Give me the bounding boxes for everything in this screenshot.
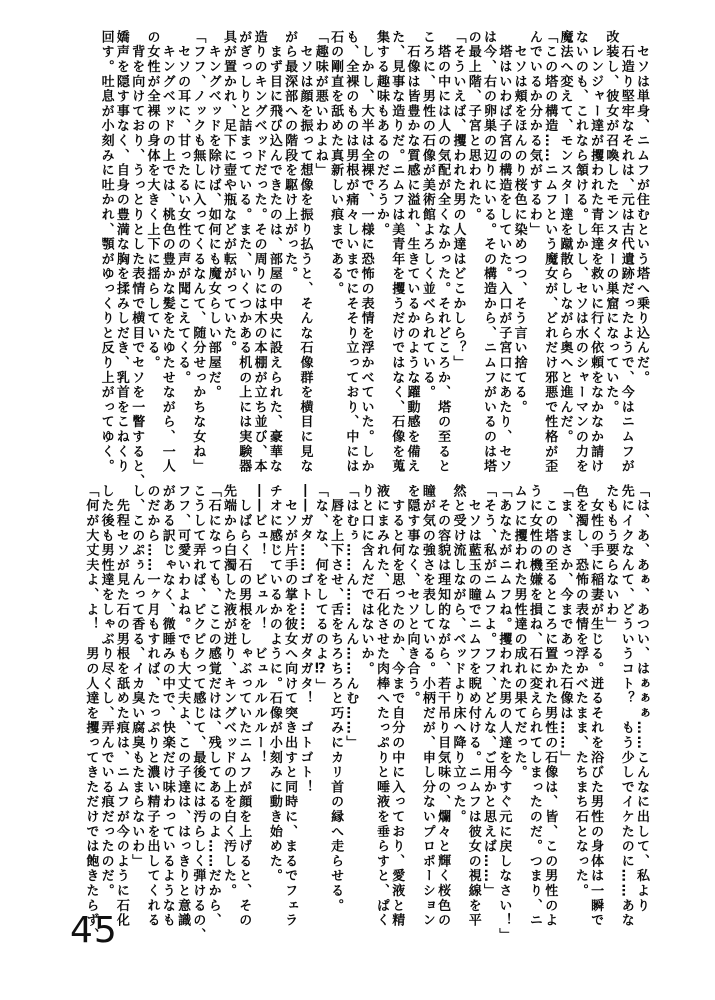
text-line: 「この塔の構造……ニムフという魔女が、どれだけ邪悪で性格が歪 [542, 30, 558, 474]
text-line: この塔の至るところに置かれた男性の石像は、皆、この男性のよ [542, 484, 558, 928]
text-line: を隠す事なく、セソと向き合う。 [404, 484, 420, 706]
text-line: すると何を思ったのか、今まで自分の中に入っており、愛液と精 [389, 484, 405, 928]
text-line: 液にまみれた、石化させた肉棒へたっぷりと唾液を垂らすと、ぱく [373, 484, 389, 928]
text-line: 「あなたがニムフね。攫われた男の人達を今すぐ元に戻しなさい！」 [496, 484, 512, 943]
text-line: セソが片手の掌を彼女へ向けて突き出すと同時に、まるでフェラ [282, 484, 298, 928]
text-line: は今、右の卵巣の辺りにいる。その構造から、ニムフがいるのは塔 [481, 30, 497, 474]
text-line: し、このぷぅんって香る、イカ臭い腐臭もたまらないわ」 [129, 484, 145, 869]
text-line: がぎっしりと詰まっている。また、いくつかある机の上には実験器 [236, 30, 252, 474]
text-line: んでいるか分かる気がするわ」 [526, 30, 542, 238]
text-line: ムフに攫われた男性達の成れの果てだった。 [511, 484, 527, 780]
text-line: まず目に飛び込んできたのは、部屋の中央に設えられた、豪華な [266, 30, 282, 474]
text-line: ――ビュ！ ビュル！ ビュルルルルー！ [251, 484, 267, 766]
page-number: 45 [70, 910, 118, 951]
text-line: 「な、な、何をしてるのよ⁉」 [312, 484, 328, 694]
text-line: 回す。吐息が小刻みに吐かれ、顎がゆっくりと反り上がってゆく。 [98, 30, 114, 474]
text-line: のだから……一ヶ月もすれば、たっぷりと濃い精子を出してくれる [144, 484, 160, 928]
text-line: ないのも、これなら頷ける。しかし、セソは水のシャーマンの力を [572, 30, 588, 474]
text-line: 嬌声を隠す事なく、自身の豊満な胸を揉みしだき、乳首をこねくり [113, 30, 129, 474]
text-line: がある訳じゃなく、微睡みの中で、快楽だけ味わっているようなも [159, 484, 175, 928]
text-line: 具が置かれ、足下に壺や瓶などが転がっていた。 [220, 30, 236, 356]
text-line: その容貌は理知的ながら、若干吊り目気味の、爛々と輝く桜色の [435, 484, 451, 928]
text-line: 唇を上下させ、舌をちろちろと巧みにカリ首の縁へ走らせる。 [328, 484, 344, 914]
text-line: ――ガタ……ゴト……ガタガタ！ ゴトゴト！ [297, 484, 313, 795]
text-line: セソは単身、ニムフが住むという塔へ乗り込んだ。 [634, 30, 649, 386]
text-line: の女性が全裸の身体を大きく上下に揺らしている。 [144, 30, 160, 371]
text-line: 塔の中には人の気配が全くなかった。それどころか、塔の至ると [435, 30, 451, 474]
text-line: セソは藍玉の瞳でニムフを睨め付ける。ニムフは彼女の視線を平 [465, 484, 481, 928]
text-line: も、全裸のものは男根が痛々しいまでにそそり立っており、中には [343, 30, 359, 474]
text-line: 「は、あ、あぁ、あつい、はぁぁぁ……こんなに出して、私より [634, 484, 649, 914]
text-line: 女性の手に稲妻が生じる。迸るそれを浴びた男性の身体は一瞬で [588, 484, 604, 928]
text-line: りと口に含んだではないか。 [358, 484, 374, 677]
text-line: キングベッドを除けば、如何にも魔女らしい部屋だ。 [205, 30, 221, 400]
text-line: 集する趣味もあるのだろうか。 [373, 30, 389, 238]
text-line: 改装し、彼女が召喚したモンスターの巣窟になっていた。 [603, 30, 619, 415]
text-line: ころに、男性の石像が美術館よろしく並べられている。 [419, 30, 435, 400]
text-line: 色を濁し、恐怖の表情を浮かべたまま、たちまち石となった。 [572, 484, 588, 899]
text-line: 瞳が気の強さを表している。小柄だが、申し分ないプロポーション [419, 484, 435, 928]
text-line: の最上階、子宮と思われた。 [465, 30, 481, 223]
text-line: 「何が大丈夫よ、よ！ 男の人達を攫ってきただけでは飽きたらず、 [83, 484, 99, 943]
text-line: 塔はいわば子宮の構造をしていた。入口が子宮口にあたり、セソ [496, 30, 512, 474]
text-block-top [98, 30, 649, 489]
text-line: 石造り堅牢なそれは、元は古代遺跡だったようで、今はニムフが [618, 30, 634, 474]
text-line: 造りのキングベッドだった。その周りには木の本棚が立ち並び、本 [251, 30, 267, 474]
text-line: がら最深部への階段を駆け上がった。 [282, 30, 298, 282]
text-line: 然と受け流しながら、ベッドより床へ降り立った。 [450, 484, 466, 825]
text-line: セソは顔を振って想像を振り払うと、そんな石像群を横目に見な [297, 30, 313, 474]
text-line: 先端から白濁した液が迸り、キングベッドの上を白く汚した。 [220, 484, 236, 899]
text-line: 「趣味が悪いわよね」 [312, 30, 328, 178]
text-line: 先にイクなんて、どういうコト？ もう少しでイケたのに……あな [618, 484, 634, 928]
text-line: 「石になっても、ここの感覚だけは、残してあるのよ……だから、 [205, 484, 221, 928]
text-line: 「そういえば、攫われた男の人達はどこかしら？」 [450, 30, 466, 371]
text-line: チオに感じているかのように。石像が小刻みに動き始めた。 [266, 484, 282, 884]
text-line: しばらく石の男根をしゃぶっていたニムフが顔を上げると、その [236, 484, 252, 928]
text-line: 石の剛直を舐めた真新しい痕まである。 [328, 30, 344, 297]
text-block-bottom [83, 484, 649, 944]
text-line: 「はむぅ……ん……んん……んむ……」 [343, 484, 359, 751]
text-line: 先程セソが見た石の男根を舐めた痕は、ニムフが今のように石化 [113, 484, 129, 928]
text-line: 「そう、私がニムフよ。フフ、どんな、ご用かと思えば……」 [481, 484, 497, 899]
text-line: セソの耳に、甘ったるい女性の声が聞こえてくる。 [175, 30, 191, 386]
text-line: セソは頬をほんのり桜色に染めつつ、そう言い捨てる。 [511, 30, 527, 415]
text-line: 「ま、まさか、今まであった石像は……」 [557, 484, 573, 766]
text-line: 「フフ、ノックも無しに入ってくるなんて、随分せっかちな女ね」 [190, 30, 206, 474]
text-line: しかし、大半は全裸で、一様に恐怖の表情を浮かべていた。しか [358, 30, 374, 474]
text-line: た、見事な造りだ。ニムフは美青年を攫うだけではなく、石像を蒐 [389, 30, 405, 474]
text-line: たももう要らないわ」 [603, 484, 619, 632]
text-line: レンジャー達が攫われた青年達を救いに行く依頼をなかなか請け [588, 30, 604, 474]
text-line: こうして弄れば、ピクピクって感じて、最後には汚らしく弾けるの、 [190, 484, 206, 943]
text-line: 石像は皆豊かな質感に溢れ、生きているかのような躍動感を備え [404, 30, 420, 474]
text-line: キングベッドの上では、桃色の豊かな髪をたゆたせながら、一人 [159, 30, 175, 474]
text-line: した後も男性達をしゃぶり尽くし、弄んでいる痕だったのだ。 [98, 484, 114, 899]
text-line: 魔法へ変えて、モンスター達を蹴散らしながら奥へと進んだ。 [557, 30, 573, 445]
text-line: 背を向けており、うっとりとした表情で横目でセソを一瞥すると、 [129, 30, 145, 489]
text-line: フフ、可愛いわよね。でも大丈夫よ、この子達は、はっきりと意識 [175, 484, 191, 928]
text-line: うに女性の機嫌を損ね、石に変えられてしまったのだ。つまり、ニ [526, 484, 542, 928]
